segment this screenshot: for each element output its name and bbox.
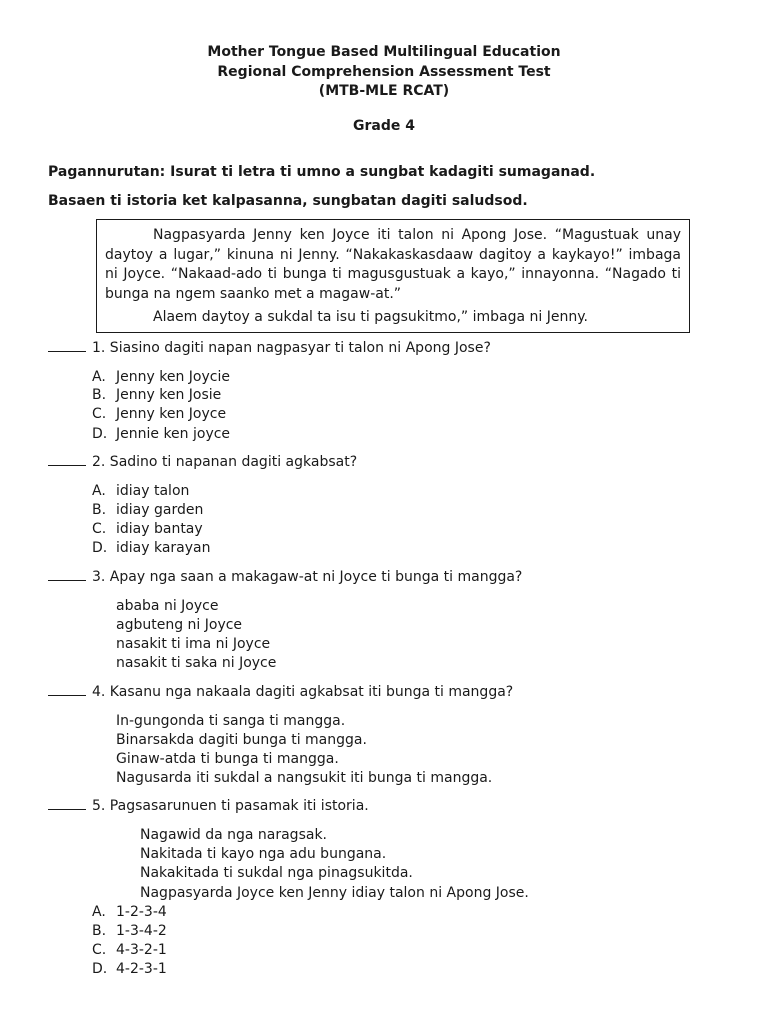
question-3-option-1: ababa ni Joyce <box>116 598 219 614</box>
test-acronym: (MTB-MLE RCAT) <box>318 83 450 99</box>
question-5-option-d: D. 4-2-3-1 <box>92 961 167 977</box>
story-paragraph-1: Nagpasyarda Jenny ken Joyce iti talon ni Apong Jose. “Magustuak unay daytoy a lugar,” kinuna ni Jenny. “Nakakaskasdaaw dagitoy a kaykayo!” imbaga ni Joyce. “Nakaad-ado ti bunga ti magusgustuak a kayo,” innayonna. “Nagado ti bunga na ngem saanko met a magaw-at.” <box>105 227 681 302</box>
question-5-option-b: B. 1-3-4-2 <box>92 923 167 939</box>
test-subtitle: Regional Comprehension Assessment Test <box>217 64 551 80</box>
question-5-event-4: Nagpasyarda Joyce ken Jenny idiay talon ni Apong Jose. <box>140 885 529 901</box>
question-5-option-a: A. 1-2-3-4 <box>92 904 167 920</box>
question-3-text: 3. Apay nga saan a makagaw-at ni Joyce ti bunga ti mangga? <box>92 569 523 585</box>
question-4-option-1: In-gungonda ti sanga ti mangga. <box>116 713 346 729</box>
question-2-option-d: D. idiay karayan <box>92 540 211 556</box>
question-5-event-2: Nakitada ti kayo nga adu bungana. <box>140 846 387 862</box>
question-5 <box>48 797 369 815</box>
question-1 <box>48 339 491 357</box>
question-2-option-a: A. idiay talon <box>92 483 190 499</box>
question-1-option-d: D. Jennie ken joyce <box>92 426 231 442</box>
question-1-text: 1. Siasino dagiti napan nagpasyar ti talon ni Apong Jose? <box>92 340 491 356</box>
question-1-option-b: B. Jenny ken Josie <box>92 387 222 403</box>
question-2 <box>48 453 357 471</box>
question-5-event-3: Nakakitada ti sukdal nga pinagsukitda. <box>140 865 413 881</box>
question-3 <box>48 568 522 586</box>
answer-blank-1[interactable] <box>48 339 86 352</box>
test-title: Mother Tongue Based Multilingual Education <box>207 44 561 60</box>
answer-blank-2[interactable] <box>48 453 86 466</box>
grade-level: Grade 4 <box>353 118 415 134</box>
story-paragraph-2: Alaem daytoy a sukdal ta isu ti pagsukitmo,” imbaga ni Jenny. <box>153 309 588 325</box>
question-4-option-2: Binarsakda dagiti bunga ti mangga. <box>116 732 367 748</box>
story-box <box>96 219 690 333</box>
question-4-option-4: Nagusarda iti sukdal a nangsukit iti bunga ti mangga. <box>116 770 493 786</box>
question-5-text: 5. Pagsasarunuen ti pasamak iti istoria. <box>92 798 369 814</box>
question-4-option-3: Ginaw-atda ti bunga ti mangga. <box>116 751 339 767</box>
question-5-option-c: C. 4-3-2-1 <box>92 942 167 958</box>
question-4-text: 4. Kasanu nga nakaala dagiti agkabsat iti bunga ti mangga? <box>92 684 514 700</box>
answer-blank-3[interactable] <box>48 568 86 581</box>
question-1-option-a: A. Jenny ken Joycie <box>92 369 230 385</box>
question-3-option-4: nasakit ti saka ni Joyce <box>116 655 277 671</box>
answer-blank-5[interactable] <box>48 797 86 810</box>
question-2-text: 2. Sadino ti napanan dagiti agkabsat? <box>92 454 358 470</box>
question-5-event-1: Nagawid da nga naragsak. <box>140 827 328 843</box>
question-2-option-b: B. idiay garden <box>92 502 204 518</box>
question-4 <box>48 683 513 701</box>
question-1-option-c: C. Jenny ken Joyce <box>92 406 227 422</box>
answer-blank-4[interactable] <box>48 683 86 696</box>
question-3-option-2: agbuteng ni Joyce <box>116 617 243 633</box>
instructions-line-2: Basaen ti istoria ket kalpasanna, sungbatan dagiti saludsod. <box>48 193 528 209</box>
question-3-option-3: nasakit ti ima ni Joyce <box>116 636 271 652</box>
question-2-option-c: C. idiay bantay <box>92 521 203 537</box>
instructions-line-1: Pagannurutan: Isurat ti letra ti umno a sungbat kadagiti sumaganad. <box>48 164 596 180</box>
